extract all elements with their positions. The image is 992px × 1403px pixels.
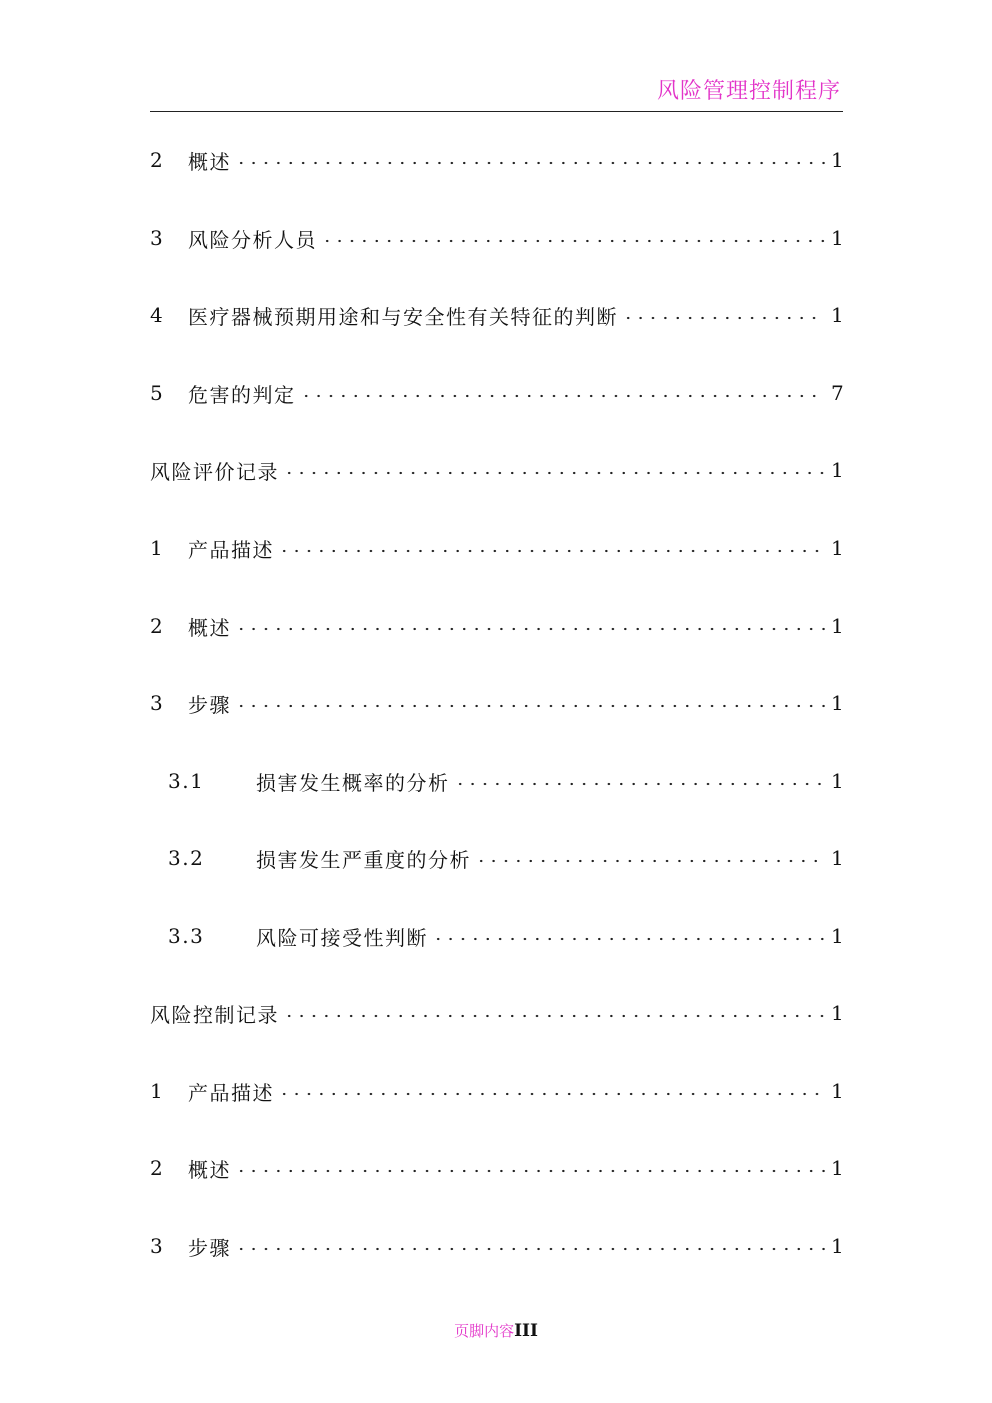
toc-entry-label: 危害的判定	[188, 382, 296, 407]
toc-entry[interactable]	[150, 295, 846, 335]
toc-entry-number: 3	[150, 226, 165, 250]
page-footer	[0, 1320, 992, 1341]
toc-entry-page-number: 1	[831, 769, 846, 793]
toc-entry[interactable]	[150, 140, 846, 180]
toc-entry-number: 1	[150, 1079, 165, 1103]
toc-entry-page-number: 1	[831, 303, 846, 327]
toc-entry[interactable]	[150, 528, 846, 568]
toc-entry-label: 步骤	[188, 1235, 231, 1260]
toc-dot-leader	[432, 929, 825, 949]
toc-entry-page-number: 1	[831, 458, 846, 482]
toc-entry-page-number: 1	[831, 614, 846, 638]
toc-dot-leader	[278, 1084, 825, 1104]
toc-entry-number: 3	[150, 1234, 165, 1258]
toc-entry[interactable]	[150, 450, 846, 490]
toc-entry-page-number: 7	[831, 381, 846, 405]
toc-entry[interactable]	[150, 761, 846, 801]
header-rule	[150, 111, 843, 112]
toc-dot-leader	[300, 386, 826, 406]
toc-entry-label: 产品描述	[188, 1080, 274, 1105]
toc-dot-leader	[321, 231, 825, 251]
toc-entry[interactable]	[150, 1148, 846, 1188]
toc-entry-page-number: 1	[831, 691, 846, 715]
toc-entry-label: 损害发生严重度的分析	[256, 847, 471, 872]
toc-entry-label: 风险控制记录	[150, 1002, 279, 1027]
toc-entry-number: 5	[150, 381, 165, 405]
toc-entry-number: 3	[150, 691, 165, 715]
toc-entry-label: 概述	[188, 615, 231, 640]
toc-dot-leader	[475, 851, 825, 871]
toc-entry-label: 风险评价记录	[150, 459, 279, 484]
toc-entry-page-number: 1	[831, 536, 846, 560]
toc-entry[interactable]	[150, 993, 846, 1033]
toc-entry[interactable]	[150, 916, 846, 956]
toc-entry-page-number: 1	[831, 1079, 846, 1103]
toc-entry[interactable]	[150, 373, 846, 413]
toc-entry-page-number: 1	[831, 1234, 846, 1258]
toc-entry-number: 3.3	[168, 924, 205, 948]
toc-entry-number: 3.2	[168, 846, 205, 870]
toc-entry-label: 概述	[188, 1157, 231, 1182]
toc-entry-page-number: 1	[831, 846, 846, 870]
toc-entry-number: 4	[150, 303, 165, 327]
toc-entry[interactable]	[150, 1226, 846, 1266]
toc-entry-page-number: 1	[831, 226, 846, 250]
toc-entry[interactable]	[150, 218, 846, 258]
toc-dot-leader	[283, 1006, 825, 1026]
footer-page-number: III	[514, 1321, 538, 1341]
toc-entry-page-number: 1	[831, 1001, 846, 1025]
toc-entry-page-number: 1	[831, 148, 846, 172]
toc-entry-number: 2	[150, 1156, 165, 1180]
toc-entry-label: 风险可接受性判断	[256, 925, 428, 950]
toc-entry-label: 损害发生概率的分析	[256, 770, 450, 795]
toc-entry[interactable]	[150, 683, 846, 723]
footer-text: 页脚内容	[454, 1322, 515, 1340]
toc-entry-number: 2	[150, 148, 165, 172]
toc-entry-label: 产品描述	[188, 537, 274, 562]
toc-entry[interactable]	[150, 606, 846, 646]
toc-entry-label: 步骤	[188, 692, 231, 717]
toc-entry-page-number: 1	[831, 1156, 846, 1180]
toc-entry[interactable]	[150, 1071, 846, 1111]
toc-entry-number: 2	[150, 614, 165, 638]
toc-dot-leader	[235, 153, 825, 173]
toc-dot-leader	[454, 774, 826, 794]
toc-dot-leader	[283, 463, 825, 483]
toc-dot-leader	[235, 1239, 825, 1259]
toc-entry-label: 医疗器械预期用途和与安全性有关特征的判断	[188, 304, 618, 329]
toc-dot-leader	[278, 541, 825, 561]
toc-dot-leader	[235, 1161, 825, 1181]
toc-entry-number: 3.1	[168, 769, 205, 793]
toc-entry-label: 概述	[188, 149, 231, 174]
toc-entry[interactable]	[150, 838, 846, 878]
toc-dot-leader	[235, 696, 825, 716]
header-title: 风险管理控制程序	[656, 79, 841, 104]
toc-entry-page-number: 1	[831, 924, 846, 948]
toc-entry-number: 1	[150, 536, 165, 560]
toc-dot-leader	[235, 619, 825, 639]
toc-dot-leader	[622, 308, 825, 328]
toc-entry-label: 风险分析人员	[188, 227, 317, 252]
